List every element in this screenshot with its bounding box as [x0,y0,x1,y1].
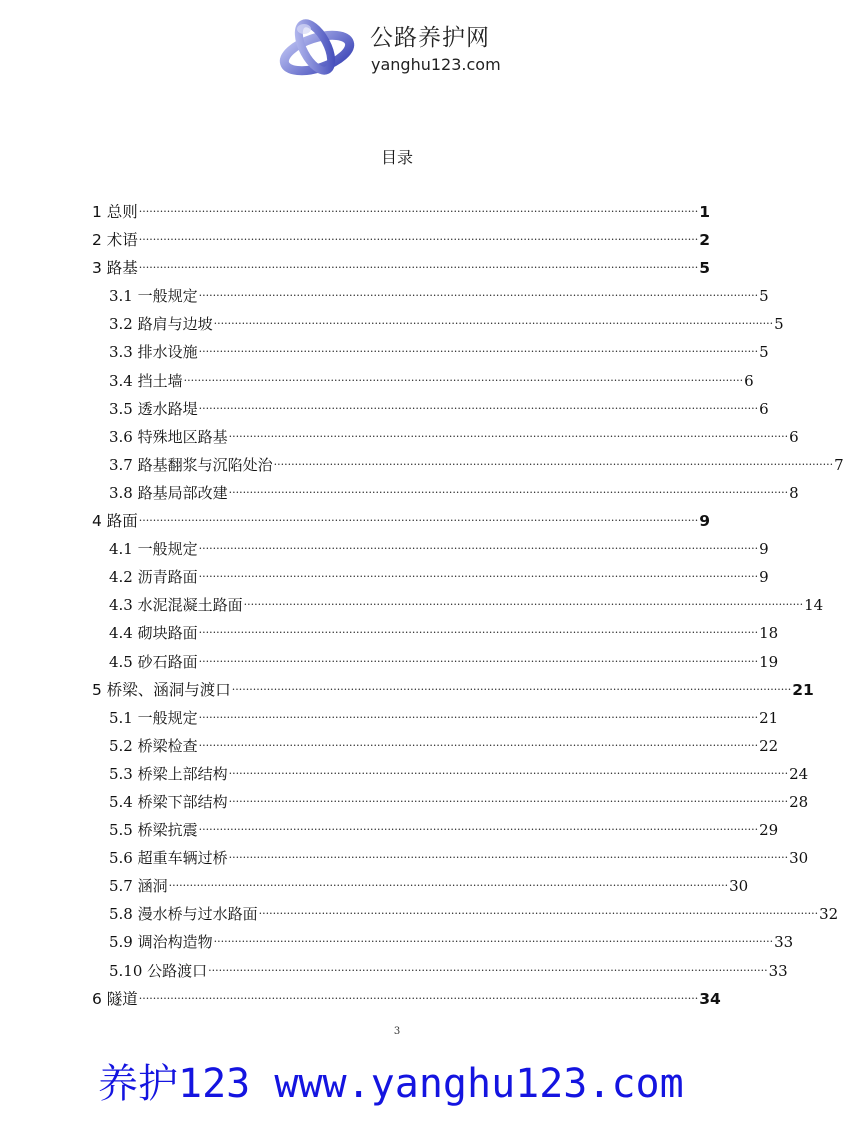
toc-leader-dots: ································································································································································ [228,429,789,443]
toc-leader-dots: ································································································································································ [198,570,759,584]
toc-entry-label: 1 总则 [92,203,138,221]
toc-entry-page: 19 [759,652,779,671]
toc-leader-dots: ································································································································································ [228,485,789,499]
toc-leader-dots: ································································································································································ [138,991,699,1005]
toc-entry-page: 6 [759,399,769,418]
toc-leader-dots: ································································································································································ [138,205,699,218]
toc-leader-dots: ································································································································································ [198,345,759,359]
toc-entry [92,563,769,591]
toc-entry-label: 3.7 路基翻浆与沉陷处治 [109,455,273,474]
toc-leader-dots: ································································································································································ [243,598,804,612]
toc-leader-dots: ································································································································································ [198,542,759,556]
toc-entry [92,957,788,985]
toc-entry-label: 5.6 超重车辆过桥 [109,849,228,868]
toc-entry-page: 30 [789,849,809,868]
toc-leader-dots: ································································································································································ [168,879,729,893]
toc-entry-label: 3.8 路基局部改建 [109,483,228,502]
toc-entry-label: 4.5 砂石路面 [109,652,198,671]
toc-entry-page: 30 [729,877,749,896]
toc-entry [92,226,711,254]
toc-entry [92,198,711,226]
toc-entry-label: 5.8 漫水桥与过水路面 [109,905,258,924]
toc-entry-label: 3 路基 [92,259,138,278]
toc-entry-label: 2 术语 [92,231,138,250]
toc-entry-page: 33 [774,933,794,952]
toc-entry [92,423,799,451]
toc-entry-page: 34 [699,989,721,1008]
toc-entry-page: 8 [789,483,799,502]
toc-entry-page: 7 [834,455,844,474]
toc-entry-page: 9 [759,568,769,587]
toc-entry [92,338,769,366]
toc-entry [92,760,809,788]
toc-entry [92,591,824,619]
toc-entry [92,367,754,395]
toc-entry-page: 33 [768,961,788,980]
table-of-contents [92,198,844,1013]
toc-entry-page: 5 [759,343,769,362]
toc-entry-label: 5.4 桥梁下部结构 [109,792,228,811]
toc-entry-label: 5.3 桥梁上部结构 [109,764,228,783]
toc-entry [92,310,784,338]
toc-entry-page: 28 [789,792,809,811]
toc-entry [92,900,839,928]
toc-entry-label: 3.2 路肩与边坡 [109,315,213,334]
toc-entry [92,928,794,956]
toc-entry-label: 3.1 一般规定 [109,287,198,306]
toc-entry-label: 3.3 排水设施 [109,343,198,362]
toc-entry-page: 24 [789,764,809,783]
toc-entry-page: 5 [774,315,784,334]
toc-entry-page: 9 [699,512,711,531]
toc-entry [92,395,769,423]
toc-entry [92,619,779,647]
toc-title: 目录 [380,148,413,167]
toc-entry-page: 5 [699,259,711,278]
toc-entry-page: 2 [699,231,711,250]
toc-leader-dots: ································································································································································ [228,766,789,780]
toc-entry-label: 4.2 沥青路面 [109,568,198,587]
toc-entry-page: 22 [759,736,779,755]
toc-entry-page: 14 [804,596,824,615]
toc-entry-label: 5.7 涵洞 [109,877,168,896]
toc-entry-label: 3.4 挡土墙 [109,371,183,390]
toc-entry [92,535,769,563]
toc-entry [92,844,809,872]
toc-entry [92,254,711,282]
footer-watermark: 养护123 www.yanghu123.com [98,1061,684,1107]
toc-leader-dots: ································································································································································ [198,823,759,837]
toc-entry-page: 18 [759,624,779,643]
toc-leader-dots: ································································································································································ [213,317,774,331]
toc-entry-page: 6 [744,371,754,390]
toc-leader-dots: ································································································································································ [198,401,759,415]
toc-leader-dots: ································································································································································ [273,457,834,471]
toc-leader-dots: ································································································································································ [208,963,768,977]
toc-leader-dots: ································································································································································ [183,373,744,387]
toc-leader-dots: ································································································································································ [198,710,759,724]
toc-leader-dots: ································································································································································ [228,851,789,865]
toc-entry-label: 5.1 一般规定 [109,708,198,727]
site-url: yanghu123.com [371,55,501,74]
toc-entry-label: 3.5 透水路堤 [109,399,198,418]
toc-entry-label: 5.5 桥梁抗震 [109,821,198,840]
toc-entry-label: 5.10 公路渡口 [109,961,208,980]
toc-entry-page: 5 [759,287,769,306]
toc-leader-dots: ································································································································································ [198,626,759,640]
toc-leader-dots: ································································································································································ [198,654,759,668]
logo-icon [278,14,356,80]
toc-entry [92,451,844,479]
toc-entry [92,282,769,310]
toc-entry-page: 21 [792,680,814,699]
toc-entry-page: 6 [789,427,799,446]
page-number: 3 [393,1026,401,1037]
page-header [0,0,794,90]
toc-entry [92,648,779,676]
toc-entry [92,676,814,704]
toc-leader-dots: ································································································································································ [213,935,774,949]
site-name: 公路养护网 [370,25,490,51]
toc-entry [92,872,749,900]
toc-leader-dots: ································································································································································ [198,738,759,752]
toc-entry-label: 4.4 砌块路面 [109,624,198,643]
toc-entry-page: 21 [759,708,779,727]
toc-entry-label: 3.6 特殊地区路基 [109,427,228,446]
toc-entry-page: 32 [819,905,839,924]
toc-entry-page: 1 [699,203,711,221]
toc-entry [92,507,711,535]
toc-entry-label: 6 隧道 [92,989,138,1008]
toc-leader-dots: ································································································································································ [198,289,759,303]
toc-entry-label: 4.1 一般规定 [109,540,198,559]
toc-leader-dots: ································································································································································ [138,233,699,247]
toc-entry-label: 5 桥梁、涵洞与渡口 [92,680,231,699]
toc-leader-dots: ································································································································································ [138,514,699,528]
toc-entry-label: 5.9 调治构造物 [109,933,213,952]
toc-leader-dots: ································································································································································ [138,261,699,275]
toc-entry [92,704,779,732]
toc-entry [92,732,779,760]
toc-entry [92,788,809,816]
toc-leader-dots: ································································································································································ [228,794,789,808]
toc-entry [92,985,721,1013]
toc-entry-page: 9 [759,540,769,559]
toc-entry-label: 5.2 桥梁检查 [109,736,198,755]
toc-leader-dots: ································································································································································ [258,907,819,921]
toc-entry-page: 29 [759,821,779,840]
toc-entry-label: 4 路面 [92,512,138,531]
toc-entry-label: 4.3 水泥混凝土路面 [109,596,243,615]
toc-leader-dots: ································································································································································ [231,682,792,696]
toc-entry [92,816,779,844]
toc-entry [92,479,799,507]
